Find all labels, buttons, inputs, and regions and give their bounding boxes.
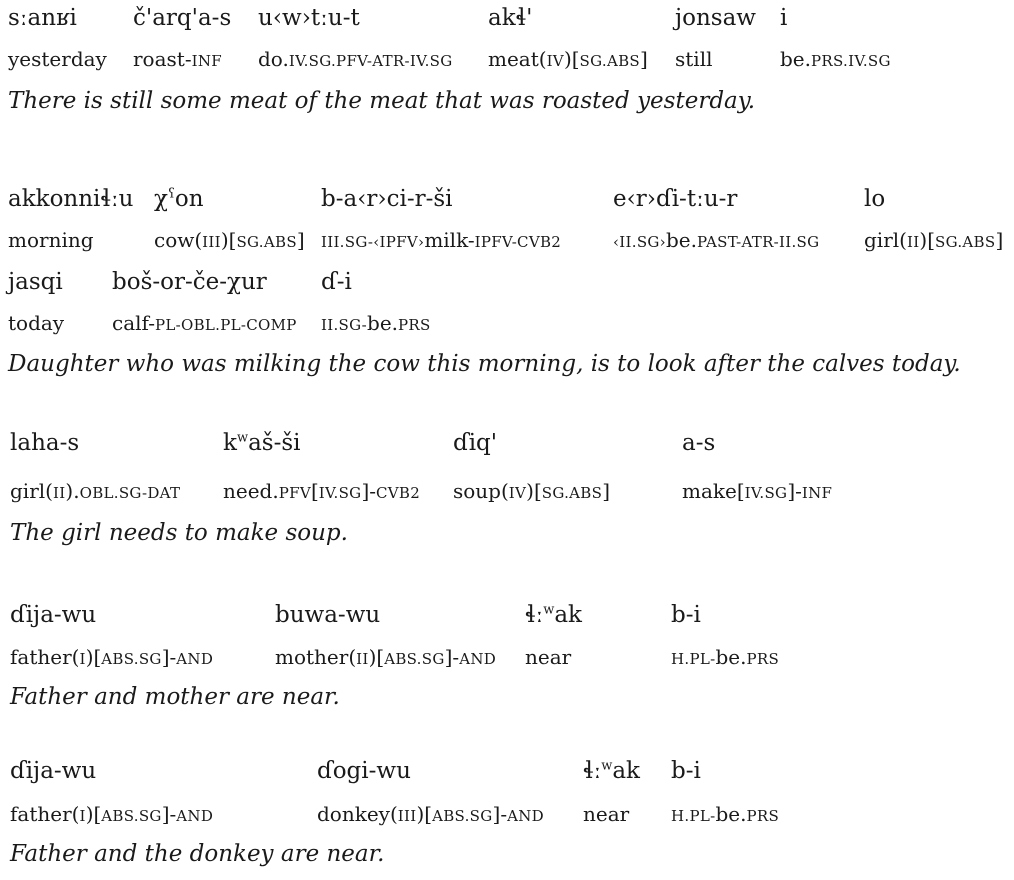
gloss-abbreviation: ‹II.SG› <box>613 233 666 251</box>
gloss-text: ]- <box>361 479 376 503</box>
gloss-abbreviation: IV <box>546 52 564 70</box>
gloss-abbreviation: SG.ABS <box>579 52 640 70</box>
gloss-text: ]- <box>161 802 177 826</box>
gloss-abbreviation: III <box>397 807 417 825</box>
gloss <box>223 479 420 505</box>
gloss <box>133 47 222 73</box>
source-word: b-i <box>671 602 701 628</box>
gloss-abbreviation: III <box>202 233 221 251</box>
gloss-abbreviation: H.PL- <box>671 807 716 825</box>
gloss <box>317 802 544 828</box>
gloss-text: yesterday <box>8 47 107 71</box>
gloss-text: calf- <box>112 311 155 335</box>
gloss-text: mother( <box>275 645 357 669</box>
gloss <box>154 228 305 254</box>
source-word: lo <box>864 186 886 212</box>
gloss-abbreviation: IV.SG <box>318 484 362 502</box>
gloss-text: ). <box>65 479 80 503</box>
gloss-abbreviation: H.PL- <box>671 650 716 668</box>
source-word: i <box>780 5 788 31</box>
gloss-text: [ <box>310 479 319 503</box>
gloss-abbreviation: ABS.SG <box>384 650 445 668</box>
gloss-abbreviation: CVB2 <box>376 484 421 502</box>
gloss <box>671 645 779 671</box>
gloss-text: do. <box>258 47 289 71</box>
gloss-abbreviation: PFV <box>278 484 311 502</box>
gloss-text: girl( <box>864 228 907 252</box>
gloss <box>780 47 891 73</box>
source-word: ɗija-wu <box>10 758 97 784</box>
gloss-abbreviation: I <box>79 650 86 668</box>
gloss <box>8 228 94 252</box>
gloss-text: cow( <box>154 228 203 252</box>
gloss-text: milk- <box>424 228 475 252</box>
free-translation: Father and mother are near. <box>10 684 340 710</box>
source-word: buwa-wu <box>275 602 381 628</box>
source-word: ɗogi-wu <box>317 758 411 784</box>
gloss-text: )[ <box>85 802 102 826</box>
gloss <box>675 47 713 71</box>
gloss-text: be. <box>367 311 399 335</box>
source-word: jasqi <box>8 269 63 295</box>
gloss <box>112 311 297 337</box>
gloss-text: )[ <box>563 47 580 71</box>
gloss-abbreviation: IV.SG.PFV-ATR-IV.SG <box>288 52 453 70</box>
gloss <box>321 311 431 337</box>
gloss-abbreviation: AND <box>176 650 214 668</box>
gloss-text: roast- <box>133 47 192 71</box>
gloss-abbreviation: AND <box>176 807 214 825</box>
free-translation: The girl needs to make soup. <box>10 520 348 546</box>
source-word: ɗija-wu <box>10 602 97 628</box>
gloss-text: morning <box>8 228 94 252</box>
gloss-text: ] <box>296 228 305 252</box>
gloss-text: be. <box>665 228 697 252</box>
gloss <box>613 228 819 254</box>
gloss-abbreviation: III.SG-‹IPFV› <box>321 233 425 251</box>
gloss-abbreviation: IPFV-CVB2 <box>474 233 562 251</box>
gloss <box>583 802 629 826</box>
source-word: laha-s <box>10 430 80 456</box>
gloss-text: be. <box>780 47 811 71</box>
gloss-abbreviation: II <box>906 233 920 251</box>
source-word: a-s <box>682 430 716 456</box>
gloss <box>864 228 1003 254</box>
gloss-text: )[ <box>368 645 385 669</box>
gloss <box>10 479 180 505</box>
gloss-abbreviation: ABS.SG <box>101 807 162 825</box>
gloss-text: near <box>583 802 630 826</box>
gloss-abbreviation: AND <box>459 650 497 668</box>
source-word: ɬː$^w$ak <box>583 758 640 784</box>
gloss <box>453 479 610 505</box>
source-word: u‹w›tːu-t <box>258 5 360 31</box>
gloss-text: father( <box>10 645 80 669</box>
gloss <box>525 645 571 669</box>
gloss-text: make[ <box>682 479 745 503</box>
gloss-text: )[ <box>526 479 542 503</box>
gloss-text: girl( <box>10 479 53 503</box>
gloss <box>10 645 213 671</box>
source-word: akkonniɬːu <box>8 186 134 212</box>
gloss-abbreviation: IV <box>508 484 527 502</box>
gloss-text: ] <box>995 228 1004 252</box>
gloss <box>682 479 832 505</box>
free-translation: There is still some meat of the meat that was roasted yesterday. <box>8 88 756 114</box>
gloss <box>488 47 648 73</box>
gloss <box>8 311 64 335</box>
gloss-abbreviation: PAST-ATR-II.SG <box>696 233 820 251</box>
gloss-abbreviation: II <box>356 650 369 668</box>
gloss <box>8 47 107 71</box>
gloss-abbreviation: PRS <box>746 807 780 825</box>
source-word: jonsaw <box>675 5 756 31</box>
gloss-abbreviation: PRS.IV.SG <box>811 52 891 70</box>
gloss-abbreviation: IV.SG <box>744 484 788 502</box>
gloss-abbreviation: AND <box>507 807 544 825</box>
gloss-text: meat( <box>488 47 547 71</box>
gloss-abbreviation: PRS <box>398 316 431 334</box>
source-word: $k^waš-ši$ <box>223 430 301 456</box>
source-word: akɬ' <box>488 5 533 31</box>
gloss-text: )[ <box>220 228 237 252</box>
source-word: ɬː$^w$ak <box>525 602 582 628</box>
gloss-abbreviation: SG.ABS <box>541 484 603 502</box>
gloss-abbreviation: OBL.SG-DAT <box>79 484 181 502</box>
gloss-text: be. <box>715 645 747 669</box>
source-word: č'arq'a-s <box>133 5 232 31</box>
free-translation: Daughter who was milking the cow this morning, is to look after the calves today. <box>8 351 961 377</box>
gloss-text: ] <box>639 47 648 71</box>
gloss <box>321 228 561 254</box>
source-word: b-a‹r›ci-r-ši <box>321 186 453 212</box>
source-word: b-i <box>671 758 701 784</box>
gloss-abbreviation: II.SG- <box>321 316 368 334</box>
gloss-text: father( <box>10 802 80 826</box>
gloss <box>671 802 779 828</box>
gloss-text: near <box>525 645 572 669</box>
gloss-text: donkey( <box>317 802 398 826</box>
gloss-text: )[ <box>416 802 433 826</box>
free-translation: Father and the donkey are near. <box>10 841 385 867</box>
gloss-text: ]- <box>787 479 802 503</box>
gloss-abbreviation: INF <box>191 52 222 70</box>
gloss-abbreviation: I <box>79 807 86 825</box>
gloss-text: ]- <box>444 645 460 669</box>
source-word: $\chi^ʕon$ <box>154 186 204 212</box>
gloss-text: ]- <box>161 645 177 669</box>
gloss <box>10 802 213 828</box>
gloss <box>275 645 496 671</box>
gloss-abbreviation: PRS <box>746 650 780 668</box>
gloss-text: still <box>675 47 713 71</box>
source-word: boš-or-če-χur <box>112 269 267 295</box>
gloss-abbreviation: ABS.SG <box>432 807 493 825</box>
gloss-text: ] <box>602 479 611 503</box>
gloss-text: ]- <box>492 802 508 826</box>
gloss <box>258 47 453 73</box>
source-word: ɗiq' <box>453 430 498 456</box>
gloss-abbreviation: SG.ABS <box>236 233 297 251</box>
gloss-abbreviation: SG.ABS <box>935 233 996 251</box>
source-word: e‹r›ɗi-tːu-r <box>613 186 738 212</box>
gloss-text: )[ <box>85 645 102 669</box>
gloss-text: be. <box>715 802 747 826</box>
source-word: sːanʁi <box>8 5 77 31</box>
gloss-text: soup( <box>453 479 509 503</box>
gloss-text: need. <box>223 479 279 503</box>
gloss-abbreviation: PL-OBL.PL-COMP <box>154 316 297 334</box>
gloss-abbreviation: ABS.SG <box>101 650 162 668</box>
gloss-abbreviation: INF <box>801 484 833 502</box>
gloss-abbreviation: II <box>52 484 66 502</box>
gloss-text: today <box>8 311 65 335</box>
source-word: ɗ-i <box>321 269 352 295</box>
gloss-text: )[ <box>919 228 936 252</box>
